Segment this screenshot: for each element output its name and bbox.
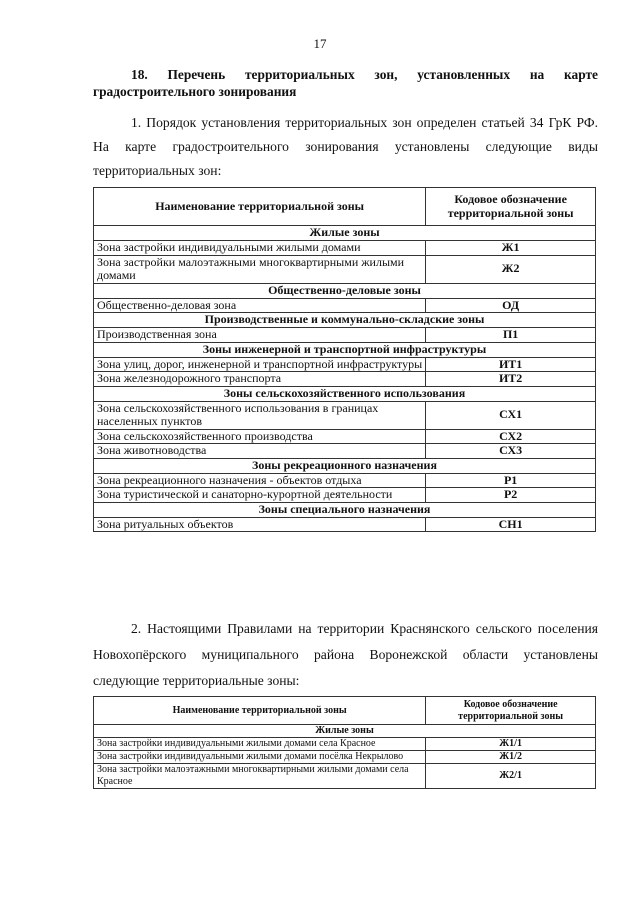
zone-code-cell: Ж2 bbox=[426, 255, 596, 283]
table-row bbox=[94, 764, 596, 789]
group-row bbox=[94, 313, 596, 328]
zone-code-cell: П1 bbox=[426, 328, 596, 343]
group-title: Жилые зоны bbox=[94, 226, 596, 241]
group-row bbox=[94, 386, 596, 401]
table-row bbox=[94, 429, 596, 444]
group-row bbox=[94, 502, 596, 517]
zone-code-cell: ИТ1 bbox=[426, 357, 596, 372]
table-row bbox=[94, 738, 596, 751]
group-title: Жилые зоны bbox=[94, 725, 596, 738]
group-row bbox=[94, 283, 596, 298]
zone-name-cell: Зона сельскохозяйственного использования в границах населенных пунктов bbox=[94, 401, 426, 429]
table-row bbox=[94, 241, 596, 256]
zone-code-cell: Ж1 bbox=[426, 241, 596, 256]
table-row bbox=[94, 751, 596, 764]
zone-name-cell: Зона застройки индивидуальными жилыми домами bbox=[94, 241, 426, 256]
zone-code-cell: Ж1/2 bbox=[426, 751, 596, 764]
group-title: Производственные и коммунально-складские зоны bbox=[94, 313, 596, 328]
group-row bbox=[94, 458, 596, 473]
table-row bbox=[94, 298, 596, 313]
zone-name-cell: Зона рекреационного назначения - объектов отдыха bbox=[94, 473, 426, 488]
zone-code-cell: СХ1 bbox=[426, 401, 596, 429]
zone-name-cell: Зона животноводства bbox=[94, 444, 426, 459]
zone-name-cell: Зона застройки индивидуальными жилыми домами села Красное bbox=[94, 738, 426, 751]
group-title: Зоны инженерной и транспортной инфраструктуры bbox=[94, 342, 596, 357]
section-heading: 18. Перечень территориальных зон, установленных на карте градостроительного зонирования bbox=[93, 67, 598, 99]
zone-code-cell: ОД bbox=[426, 298, 596, 313]
table-header-row bbox=[94, 188, 596, 226]
local-zones-table-body bbox=[94, 697, 596, 789]
zone-name-cell: Общественно-деловая зона bbox=[94, 298, 426, 313]
zone-name-cell: Зона сельскохозяйственного производства bbox=[94, 429, 426, 444]
table-row bbox=[94, 473, 596, 488]
zone-code-cell: ИТ2 bbox=[426, 372, 596, 387]
table-row bbox=[94, 357, 596, 372]
zone-name-cell: Зона застройки малоэтажными многоквартирными жилыми домами села Красное bbox=[94, 764, 426, 789]
zone-name-cell: Зона железнодорожного транспорта bbox=[94, 372, 426, 387]
local-zones-table bbox=[93, 696, 596, 789]
group-row bbox=[94, 725, 596, 738]
zone-name-cell: Зона улиц, дорог, инженерной и транспортной инфраструктуры bbox=[94, 357, 426, 372]
group-title: Зоны рекреационного назначения bbox=[94, 458, 596, 473]
table-row bbox=[94, 517, 596, 532]
header-name-cell: Наименование территориальной зоны bbox=[94, 697, 426, 725]
table-row bbox=[94, 372, 596, 387]
zone-name-cell: Зона застройки малоэтажными многоквартирными жилыми домами bbox=[94, 255, 426, 283]
table-row bbox=[94, 255, 596, 283]
zone-code-cell: Р2 bbox=[426, 488, 596, 503]
zone-code-cell: Р1 bbox=[426, 473, 596, 488]
zone-name-cell: Зона застройки индивидуальными жилыми домами посёлка Некрылово bbox=[94, 751, 426, 764]
zone-name-cell: Производственная зона bbox=[94, 328, 426, 343]
zone-code-cell: СХ2 bbox=[426, 429, 596, 444]
paragraph-2: 2. Настоящими Правилами на территории Краснянского сельского поселения Новохопёрского муниципального района Воронежской области установлены следующие территориальные зоны: bbox=[93, 621, 598, 688]
page-number: 17 bbox=[313, 36, 327, 51]
table-header-row bbox=[94, 697, 596, 725]
header-code-cell: Кодовое обозначение территориальной зоны bbox=[426, 697, 596, 725]
zones-table bbox=[93, 187, 596, 532]
group-title: Зоны сельскохозяйственного использования bbox=[94, 386, 596, 401]
paragraph-1: 1. Порядок установления территориальных зон определен статьей 34 ГрК РФ. На карте градостроительного зонирования установлены следующие виды территориальных зон: bbox=[93, 115, 598, 178]
table-row bbox=[94, 444, 596, 459]
group-title: Общественно-деловые зоны bbox=[94, 283, 596, 298]
zone-code-cell: СХ3 bbox=[426, 444, 596, 459]
table-row bbox=[94, 401, 596, 429]
group-title: Зоны специального назначения bbox=[94, 502, 596, 517]
zone-code-cell: СН1 bbox=[426, 517, 596, 532]
header-code-cell: Кодовое обозначение территориальной зоны bbox=[426, 188, 596, 226]
group-row bbox=[94, 342, 596, 357]
zone-name-cell: Зона ритуальных объектов bbox=[94, 517, 426, 532]
table-row bbox=[94, 328, 596, 343]
zone-name-cell: Зона туристической и санаторно-курортной деятельности bbox=[94, 488, 426, 503]
zone-code-cell: Ж1/1 bbox=[426, 738, 596, 751]
header-name-cell: Наименование территориальной зоны bbox=[94, 188, 426, 226]
zone-code-cell: Ж2/1 bbox=[426, 764, 596, 789]
group-row bbox=[94, 226, 596, 241]
zones-table-body bbox=[94, 188, 596, 532]
table-row bbox=[94, 488, 596, 503]
